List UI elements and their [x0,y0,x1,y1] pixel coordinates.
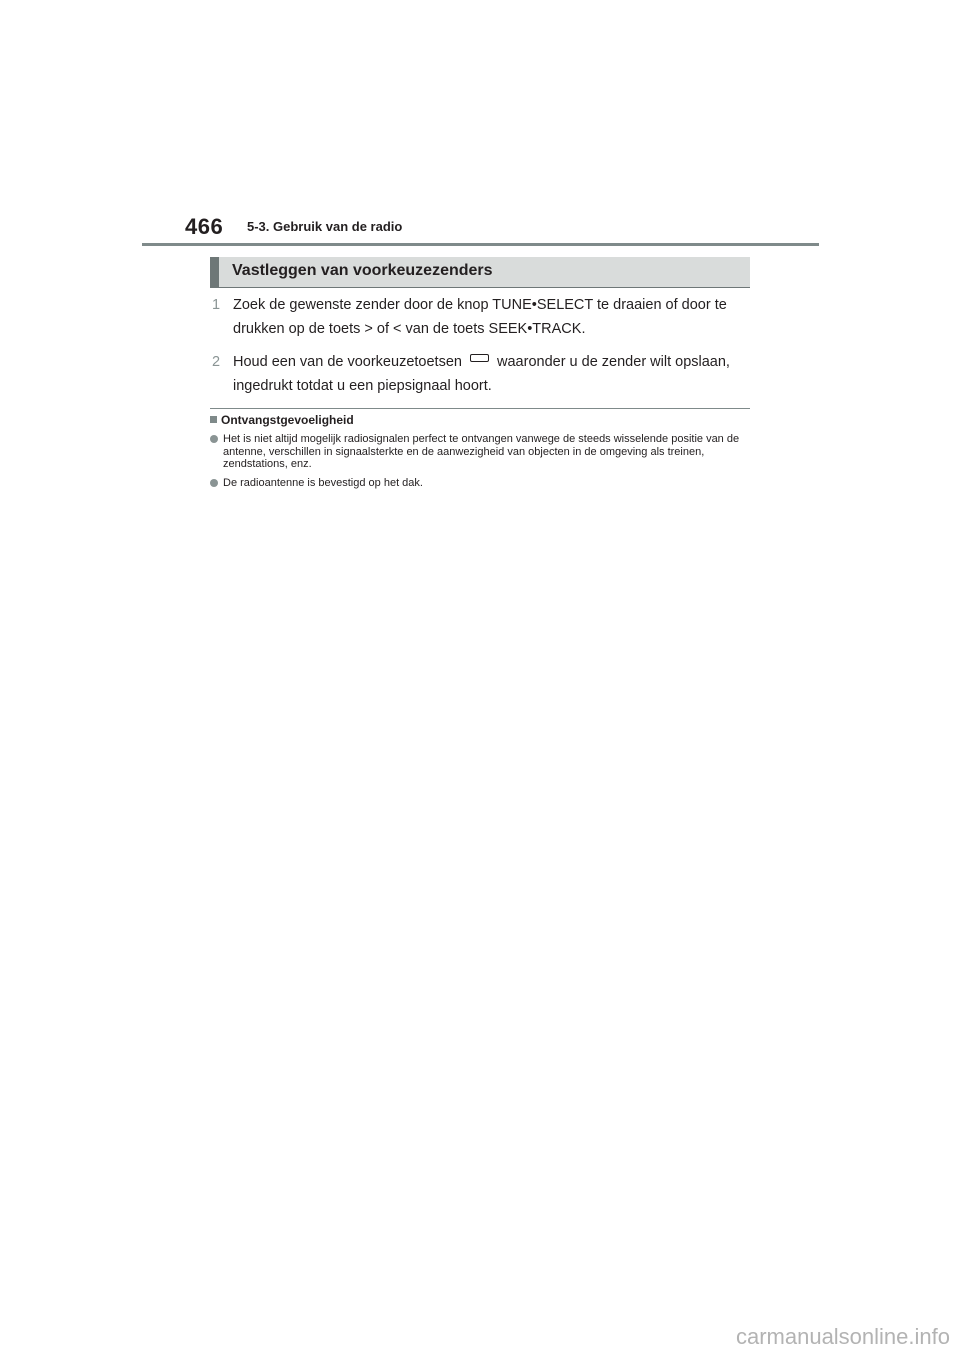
preset-button-icon [470,354,489,362]
round-bullet-icon [210,435,218,443]
section-reference: 5-3. Gebruik van de radio [247,219,403,234]
info-block [210,413,750,495]
step-number: 2 [212,354,221,370]
page-number: 466 [185,214,224,239]
section-heading-box [210,257,750,288]
info-list-item [210,477,750,490]
header-divider [142,243,819,246]
step-text-before-icon: Houd een van de voorkeuzetoetsen [233,354,462,370]
info-item-text: Het is niet altijd mogelijk radiosignalen perfect te ontvangen vanwege de steeds wisselende positie van de antenne, verschillen in signaalsterkte en de aanwezigheid van objecten in de omgeving als treinen, zendstations, enz. [223,433,740,470]
watermark: carmanualsonline.info [735,1324,950,1349]
square-bullet-icon [210,416,217,423]
section-title: Vastleggen van voorkeuzezenders [232,262,493,279]
info-item-text: De radioantenne is bevestigd op het dak. [223,476,423,489]
info-heading [210,413,750,427]
step-number: 1 [212,297,221,313]
info-heading-text: Ontvangstgevoeligheid [221,413,354,427]
page-header [0,0,960,250]
info-divider [210,408,750,409]
step-list [212,293,752,407]
step-item [212,350,752,398]
step-text: Zoek de gewenste zender door de knop TUNE•SELECT te draaien of door te drukken op de toets > of < van de toets SEEK•TRACK. [233,297,727,337]
info-list-item [210,433,750,471]
step-item [212,293,752,341]
round-bullet-icon [210,479,218,487]
step-text-after-icon: waaronder u de zender wilt opslaan, ingedrukt totdat u een piepsignaal hoort. [233,354,730,394]
section-heading-accent-bar [210,257,219,288]
